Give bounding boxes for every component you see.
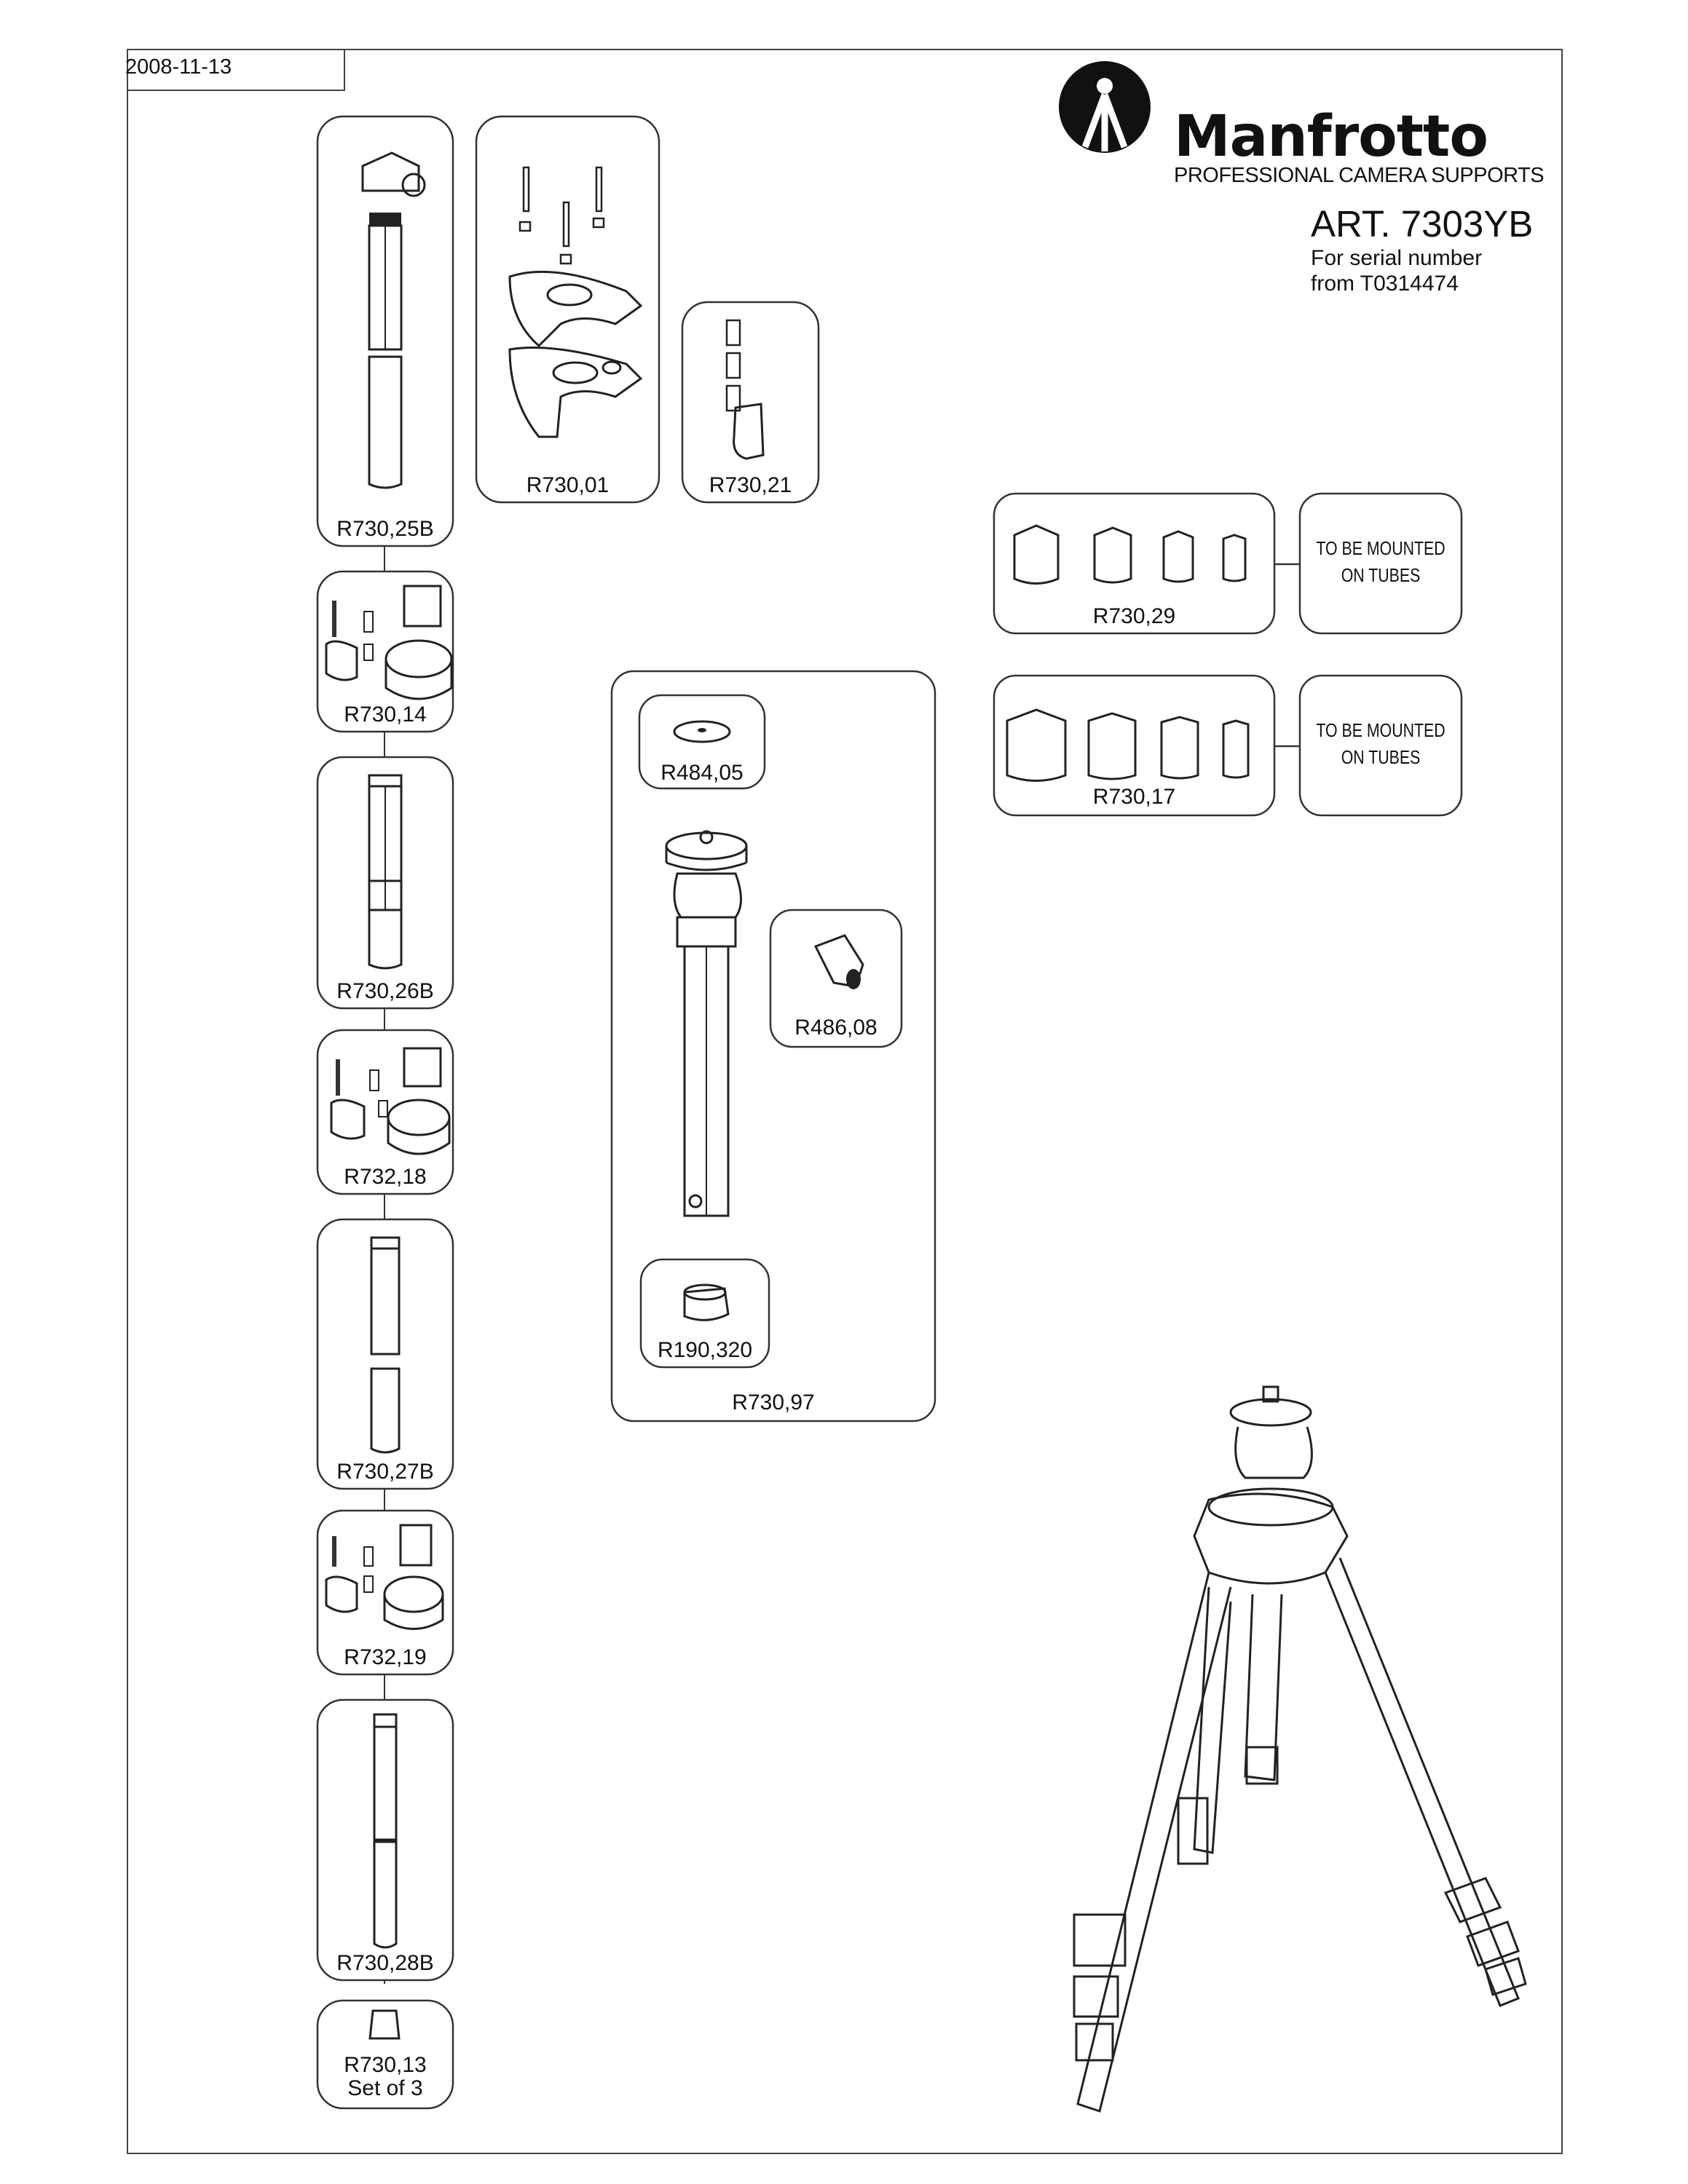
mount-note-line: ON TUBES <box>1341 564 1421 586</box>
box-r730-28b <box>318 1700 453 1980</box>
mount-note-line: ON TUBES <box>1341 746 1421 768</box>
serial-note-line1: For serial number <box>1311 246 1483 270</box>
box-r730-25b <box>318 116 453 546</box>
part-label: R730,14 <box>344 703 427 727</box>
part-label: R486,08 <box>794 1016 877 1040</box>
part-label: R730,27B <box>336 1460 434 1484</box>
box-r730-27b <box>318 1219 453 1489</box>
part-label: R730,17 <box>1092 785 1176 809</box>
mount-note <box>1314 717 1447 771</box>
date-label: 2008-11-13 <box>125 55 232 79</box>
mount-note <box>1314 535 1447 589</box>
part-label: R730,13 <box>344 2053 427 2077</box>
part-label: R730,97 <box>732 1390 815 1415</box>
brand-name: Manfrotto <box>1174 104 1488 170</box>
part-label: R730,01 <box>526 473 610 497</box>
box-r730-26b <box>318 757 453 1008</box>
part-note: Set of 3 <box>347 2076 423 2100</box>
serial-note-line2: from T0314474 <box>1311 272 1459 296</box>
part-label: R730,26B <box>336 979 434 1003</box>
part-label: R730,21 <box>709 473 792 497</box>
part-label: R732,18 <box>344 1165 427 1189</box>
mount-note-line: TO BE MOUNTED <box>1316 719 1446 741</box>
mount-note-line: TO BE MOUNTED <box>1316 537 1446 559</box>
part-label: R730,29 <box>1092 604 1176 628</box>
part-label: R730,28B <box>336 1951 434 1975</box>
tripod-illustration-icon <box>1074 1387 1526 2111</box>
part-label: R484,05 <box>660 761 744 785</box>
part-label: R190,320 <box>657 1338 753 1362</box>
part-label: R732,19 <box>344 1645 427 1669</box>
brand-tagline: PROFESSIONAL CAMERA SUPPORTS <box>1174 164 1545 187</box>
part-label: R730,25B <box>336 517 434 541</box>
box-r730-21 <box>682 302 819 502</box>
manfrotto-logo-icon <box>1059 61 1151 153</box>
box-r730-01 <box>476 116 659 502</box>
article-number: ART. 7303YB <box>1311 203 1534 245</box>
